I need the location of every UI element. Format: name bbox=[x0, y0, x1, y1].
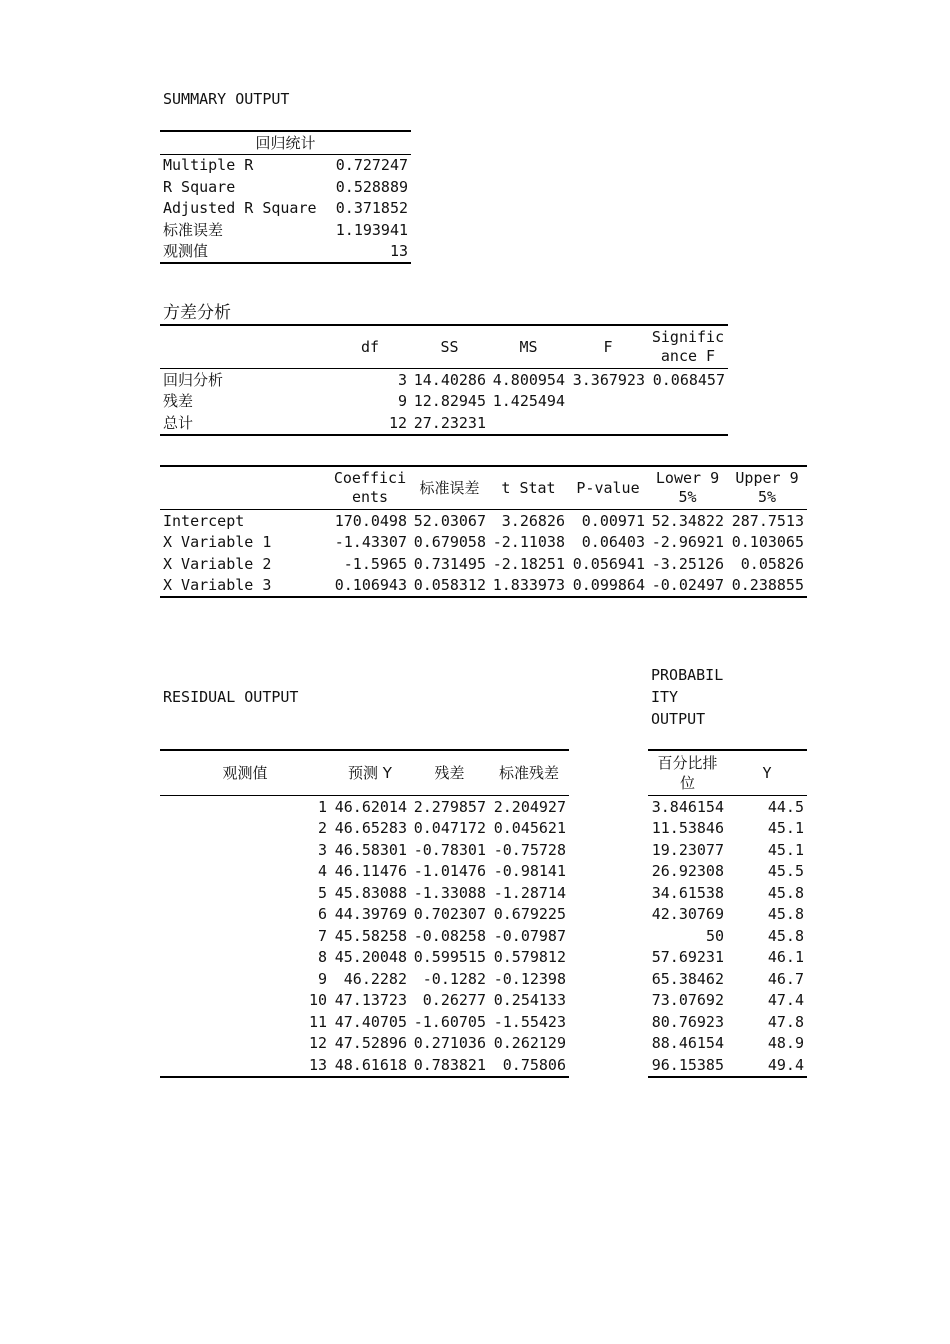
table-cell: 10 bbox=[308, 991, 327, 1010]
coef-header-cell: P-value bbox=[576, 478, 640, 497]
anova-header-cell: MS bbox=[519, 337, 538, 356]
table-cell: 47.4 bbox=[767, 991, 804, 1010]
coef-header-cell bbox=[160, 466, 330, 510]
table-cell: 0.058312 bbox=[413, 576, 486, 595]
table-cell: 52.03067 bbox=[413, 511, 486, 530]
table-cell: 6 bbox=[317, 905, 327, 924]
table-cell: 287.7513 bbox=[731, 511, 804, 530]
anova-header-cell: SS bbox=[440, 337, 459, 356]
table-cell: 5 bbox=[317, 883, 327, 902]
stat-label: 标准误差 bbox=[163, 220, 224, 239]
table-cell: 45.5 bbox=[767, 862, 804, 881]
table-row bbox=[160, 369, 728, 391]
table-cell: 12 bbox=[388, 413, 407, 432]
table-cell: X Variable 1 bbox=[163, 533, 272, 552]
regression-stats-table bbox=[160, 130, 411, 264]
table-cell: 0.00971 bbox=[581, 511, 645, 530]
coef-header-cell: Upper 95% bbox=[735, 469, 799, 506]
residual-header-cell: 观测值 bbox=[222, 764, 268, 782]
table-cell: 3 bbox=[317, 840, 327, 859]
table-cell: 45.83088 bbox=[334, 883, 407, 902]
table-cell: 3.846154 bbox=[651, 797, 724, 816]
table-cell: -0.75728 bbox=[493, 840, 566, 859]
probability-header-row bbox=[648, 750, 807, 796]
table-cell bbox=[648, 391, 728, 413]
table-cell: -0.02497 bbox=[651, 576, 724, 595]
table-cell: 0.254133 bbox=[493, 991, 566, 1010]
table-cell: 26.92308 bbox=[651, 862, 724, 881]
table-row bbox=[648, 904, 807, 926]
table-cell: 45.8 bbox=[767, 883, 804, 902]
table-cell: 45.8 bbox=[767, 926, 804, 945]
table-cell: 1.425494 bbox=[492, 392, 565, 411]
table-cell: -0.07987 bbox=[493, 926, 566, 945]
table-row bbox=[648, 990, 807, 1012]
residual-header-cell: 预测 Y bbox=[348, 764, 392, 782]
table-cell: 45.20048 bbox=[334, 948, 407, 967]
table-cell bbox=[568, 391, 648, 413]
table-cell: -0.12398 bbox=[493, 969, 566, 988]
stat-label: Adjusted R Square bbox=[163, 199, 317, 218]
table-cell: 44.5 bbox=[767, 797, 804, 816]
table-cell: 2 bbox=[317, 819, 327, 838]
table-cell: 42.30769 bbox=[651, 905, 724, 924]
probability-title-line: ITY bbox=[651, 688, 679, 706]
table-row bbox=[648, 1033, 807, 1055]
table-cell: -1.5965 bbox=[343, 554, 407, 573]
table-cell: 80.76923 bbox=[651, 1012, 724, 1031]
table-row bbox=[160, 575, 807, 598]
table-cell: 0.047172 bbox=[413, 819, 486, 838]
table-cell: -0.98141 bbox=[493, 862, 566, 881]
table-cell: 3 bbox=[397, 370, 407, 389]
table-cell bbox=[648, 412, 728, 435]
residual-table bbox=[160, 749, 569, 1078]
probability-title-line: OUTPUT bbox=[651, 710, 706, 728]
coef-header-cell: 标准误差 bbox=[419, 478, 480, 497]
table-cell: 0.702307 bbox=[413, 905, 486, 924]
table-cell: -1.01476 bbox=[413, 862, 486, 881]
table-cell: 0.783821 bbox=[413, 1055, 486, 1074]
table-row bbox=[648, 968, 807, 990]
table-cell: 9 bbox=[317, 969, 327, 988]
anova-title: 方差分析 bbox=[163, 303, 231, 323]
table-cell: 0.579812 bbox=[493, 948, 566, 967]
table-row bbox=[160, 818, 569, 840]
residual-header-row bbox=[160, 750, 569, 796]
table-cell: 0.75806 bbox=[502, 1055, 566, 1074]
coefficients-header-row bbox=[160, 466, 807, 510]
table-row bbox=[160, 1033, 569, 1055]
stat-value: 13 bbox=[389, 242, 409, 261]
anova-header-cell: df bbox=[360, 337, 380, 356]
coefficients-table bbox=[160, 465, 807, 598]
table-row bbox=[160, 947, 569, 969]
table-cell: -0.08258 bbox=[413, 926, 486, 945]
table-cell: -2.11038 bbox=[492, 533, 565, 552]
table-row bbox=[648, 839, 807, 861]
table-cell bbox=[489, 412, 568, 435]
table-cell: 12.82945 bbox=[413, 392, 486, 411]
table-cell: 3.367923 bbox=[572, 370, 645, 389]
table-cell: 96.15385 bbox=[651, 1055, 724, 1074]
table-row bbox=[648, 925, 807, 947]
table-cell: 46.11476 bbox=[334, 862, 407, 881]
table-cell: -1.43307 bbox=[334, 533, 407, 552]
table-cell: 45.1 bbox=[767, 840, 804, 859]
table-cell: 0.599515 bbox=[413, 948, 486, 967]
table-cell: 0.26277 bbox=[422, 991, 486, 1010]
table-cell: 0.099864 bbox=[572, 576, 645, 595]
table-cell: -1.28714 bbox=[493, 883, 566, 902]
table-cell: 73.07692 bbox=[651, 991, 724, 1010]
stat-label: Multiple R bbox=[163, 156, 254, 175]
table-cell: -3.25126 bbox=[651, 554, 724, 573]
table-cell: 11.53846 bbox=[651, 819, 724, 838]
table-cell: 46.2282 bbox=[343, 969, 407, 988]
table-row bbox=[160, 553, 807, 575]
table-cell: 12 bbox=[308, 1034, 327, 1053]
table-cell: 9 bbox=[397, 392, 407, 411]
table-cell: 19.23077 bbox=[651, 840, 724, 859]
coef-header-cell: Lower 95% bbox=[655, 469, 720, 506]
table-cell: 8 bbox=[317, 948, 327, 967]
probability-table bbox=[648, 749, 807, 1078]
table-cell: 回归分析 bbox=[163, 370, 224, 389]
table-cell: 残差 bbox=[163, 392, 194, 411]
table-row bbox=[648, 1011, 807, 1033]
stat-value: 0.371852 bbox=[335, 199, 409, 218]
probability-header-cell: Y bbox=[762, 764, 772, 782]
table-cell: 57.69231 bbox=[651, 948, 724, 967]
residual-header-cell: 标准残差 bbox=[498, 764, 559, 782]
table-row bbox=[160, 796, 569, 818]
anova-header-cell: F bbox=[603, 337, 613, 356]
table-cell: X Variable 3 bbox=[163, 576, 272, 595]
table-cell: 48.61618 bbox=[334, 1055, 407, 1074]
table-cell: -2.96921 bbox=[651, 533, 724, 552]
table-cell: 45.8 bbox=[767, 905, 804, 924]
table-cell: 34.61538 bbox=[651, 883, 724, 902]
table-cell: 47.8 bbox=[767, 1012, 804, 1031]
probability-header-cell: 百分比排位 bbox=[657, 754, 718, 792]
table-cell: 2.279857 bbox=[413, 797, 486, 816]
table-row bbox=[160, 839, 569, 861]
table-row bbox=[160, 990, 569, 1012]
table-cell: 0.06403 bbox=[581, 533, 645, 552]
table-row bbox=[160, 391, 728, 413]
table-cell: 88.46154 bbox=[651, 1034, 724, 1053]
stat-label: 观测值 bbox=[163, 242, 209, 261]
table-cell: 48.9 bbox=[767, 1034, 804, 1053]
table-row bbox=[160, 241, 411, 264]
table-cell: 46.65283 bbox=[334, 819, 407, 838]
table-cell: 总计 bbox=[163, 413, 194, 432]
table-cell: 49.4 bbox=[767, 1055, 804, 1074]
table-cell: 44.39769 bbox=[334, 905, 407, 924]
table-row bbox=[160, 925, 569, 947]
table-cell: -0.78301 bbox=[413, 840, 486, 859]
table-row bbox=[648, 1054, 807, 1077]
table-cell: 52.34822 bbox=[651, 511, 724, 530]
table-cell: -0.1282 bbox=[422, 969, 486, 988]
table-cell: 46.7 bbox=[767, 969, 804, 988]
table-cell: 13 bbox=[308, 1055, 327, 1074]
table-cell: 46.62014 bbox=[334, 797, 407, 816]
stat-value: 0.727247 bbox=[335, 156, 409, 175]
table-row bbox=[648, 796, 807, 818]
table-cell: 47.52896 bbox=[334, 1034, 407, 1053]
anova-header-cell bbox=[160, 325, 330, 369]
table-cell: 4.800954 bbox=[492, 370, 565, 389]
table-cell: 0.068457 bbox=[652, 370, 725, 389]
coef-header-cell: Coefficients bbox=[333, 469, 407, 506]
table-cell: 7 bbox=[317, 926, 327, 945]
anova-table bbox=[160, 324, 728, 436]
table-cell: 0.045621 bbox=[493, 819, 566, 838]
table-cell: X Variable 2 bbox=[163, 554, 272, 573]
table-cell: 45.1 bbox=[767, 819, 804, 838]
table-cell: 0.679058 bbox=[413, 533, 486, 552]
table-cell: 45.58258 bbox=[334, 926, 407, 945]
table-cell: 65.38462 bbox=[651, 969, 724, 988]
table-row bbox=[160, 1054, 569, 1077]
table-row bbox=[160, 882, 569, 904]
stat-value: 0.528889 bbox=[335, 177, 409, 196]
anova-header-row bbox=[160, 325, 728, 369]
table-cell: 0.679225 bbox=[493, 905, 566, 924]
table-cell: 170.0498 bbox=[334, 511, 407, 530]
table-row bbox=[160, 861, 569, 883]
coef-header-cell: t Stat bbox=[501, 478, 556, 497]
table-row bbox=[160, 154, 411, 176]
table-row bbox=[160, 510, 807, 532]
table-cell: 3.26826 bbox=[501, 511, 565, 530]
table-cell: 47.40705 bbox=[334, 1012, 407, 1031]
probability-title-line: PROBABIL bbox=[651, 666, 724, 684]
table-cell: 27.23231 bbox=[413, 413, 486, 432]
table-row bbox=[160, 968, 569, 990]
table-cell: 4 bbox=[317, 862, 327, 881]
table-cell: 0.103065 bbox=[731, 533, 804, 552]
residual-header-cell: 残差 bbox=[434, 764, 465, 782]
table-row bbox=[648, 861, 807, 883]
table-cell: 1.833973 bbox=[492, 576, 565, 595]
table-cell: -2.18251 bbox=[492, 554, 565, 573]
table-cell: 14.40286 bbox=[413, 370, 486, 389]
table-cell: 47.13723 bbox=[334, 991, 407, 1010]
table-cell: 0.056941 bbox=[572, 554, 645, 573]
table-cell: 0.731495 bbox=[413, 554, 486, 573]
table-cell: 11 bbox=[308, 1012, 327, 1031]
table-row bbox=[160, 176, 411, 198]
table-cell: 0.238855 bbox=[731, 576, 804, 595]
table-cell: Intercept bbox=[163, 511, 245, 530]
summary-title: SUMMARY OUTPUT bbox=[163, 90, 290, 108]
table-cell: -1.55423 bbox=[493, 1012, 566, 1031]
table-row bbox=[160, 532, 807, 554]
table-cell: 2.204927 bbox=[493, 797, 566, 816]
stat-value: 1.193941 bbox=[335, 220, 409, 239]
table-row bbox=[160, 1011, 569, 1033]
table-row bbox=[648, 818, 807, 840]
residual-title: RESIDUAL OUTPUT bbox=[163, 688, 299, 706]
table-row bbox=[160, 904, 569, 926]
table-cell: -1.60705 bbox=[413, 1012, 486, 1031]
table-row bbox=[160, 198, 411, 220]
table-cell: 0.262129 bbox=[493, 1034, 566, 1053]
regression-stats-header: 回归统计 bbox=[255, 133, 316, 152]
anova-header-cell: Significance F bbox=[651, 328, 725, 365]
table-cell: 0.106943 bbox=[334, 576, 407, 595]
table-cell bbox=[568, 412, 648, 435]
table-cell: 46.58301 bbox=[334, 840, 407, 859]
stat-label: R Square bbox=[163, 177, 236, 196]
table-row bbox=[160, 412, 728, 435]
table-cell: 1 bbox=[317, 797, 327, 816]
table-cell: 0.271036 bbox=[413, 1034, 486, 1053]
table-cell: -1.33088 bbox=[413, 883, 486, 902]
table-row bbox=[648, 882, 807, 904]
table-row bbox=[648, 947, 807, 969]
table-cell: 0.05826 bbox=[740, 554, 804, 573]
table-row bbox=[160, 219, 411, 241]
table-cell: 50 bbox=[705, 926, 724, 945]
table-cell: 46.1 bbox=[767, 948, 804, 967]
regression-stats-header-row bbox=[160, 131, 411, 154]
